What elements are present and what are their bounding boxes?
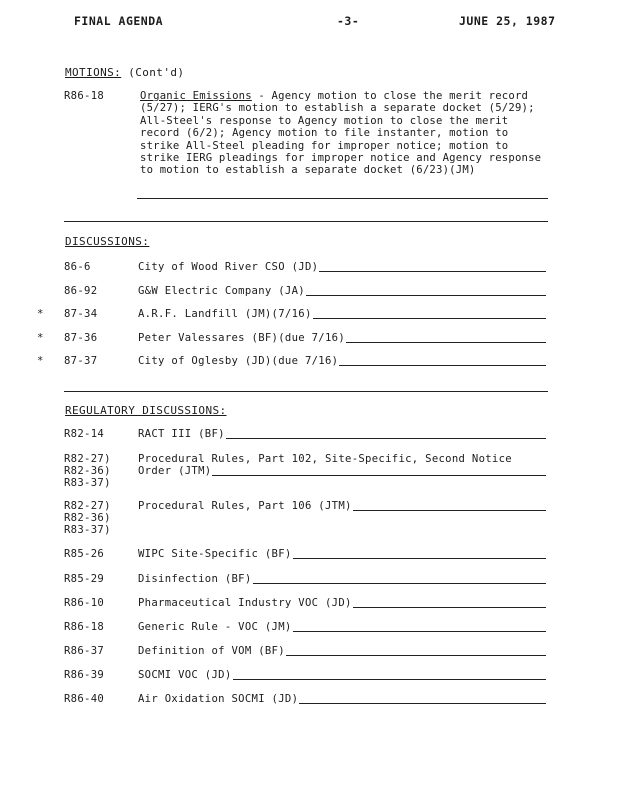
- entry-line: [313, 318, 546, 319]
- discussion-label: A.R.F. Landfill (JM)(7/16): [138, 308, 312, 320]
- regulatory-label-continued: Order (JTM): [138, 465, 212, 477]
- docket-number: R82-27) R82-36) R83-37): [64, 500, 111, 537]
- discussion-label: Peter Valessares (BF)(due 7/16): [138, 332, 346, 344]
- docket-number: 87-37: [64, 355, 98, 367]
- entry-line: [212, 475, 546, 476]
- motion-docket-number: R86-18: [64, 90, 105, 102]
- entry-line: [286, 655, 546, 656]
- docket-number: 86-6: [64, 261, 91, 273]
- docket-number: R82-14: [64, 428, 105, 440]
- regulatory-label: Generic Rule - VOC (JM): [138, 621, 292, 633]
- entry-line: [293, 558, 546, 559]
- discussions-heading-label: DISCUSSIONS:: [65, 235, 150, 248]
- discussions-heading: [65, 235, 149, 248]
- docket-number: R85-29: [64, 573, 105, 585]
- discussion-label: City of Wood River CSO (JD): [138, 261, 319, 273]
- entry-line: [346, 342, 546, 343]
- section-divider: [64, 391, 548, 392]
- docket-number: 86-92: [64, 285, 98, 297]
- regulatory-heading-label: REGULATORY DISCUSSIONS:: [65, 404, 227, 417]
- entry-line: [226, 438, 546, 439]
- entry-line: [353, 607, 546, 608]
- entry-line: [319, 271, 546, 272]
- docket-number: R82-27) R82-36) R83-37): [64, 453, 111, 490]
- entry-line: [306, 295, 546, 296]
- motion-title: Organic Emissions: [140, 90, 252, 102]
- motions-heading-label: MOTIONS:: [65, 66, 122, 79]
- docket-number: 87-34: [64, 308, 98, 320]
- docket-number: R85-26: [64, 548, 105, 560]
- entry-line: [353, 510, 546, 511]
- entry-line: [339, 365, 546, 366]
- motions-heading: [65, 66, 184, 79]
- docket-number: R86-18: [64, 621, 105, 633]
- discussion-label: G&W Electric Company (JA): [138, 285, 305, 297]
- discussion-label: City of Oglesby (JD)(due 7/16): [138, 355, 339, 367]
- regulatory-label: RACT III (BF): [138, 428, 225, 440]
- entry-line: [253, 583, 546, 584]
- priority-marker: *: [37, 308, 44, 320]
- entry-line: [293, 631, 546, 632]
- regulatory-label: Disinfection (BF): [138, 573, 252, 585]
- regulatory-label: SOCMI VOC (JD): [138, 669, 232, 681]
- priority-marker: *: [37, 355, 44, 367]
- header-title: FINAL AGENDA: [74, 14, 164, 28]
- priority-marker: *: [37, 332, 44, 344]
- docket-number: 87-36: [64, 332, 98, 344]
- docket-number: R86-37: [64, 645, 105, 657]
- entry-line: [233, 679, 547, 680]
- docket-number: R86-40: [64, 693, 105, 705]
- header-date: JUNE 25, 1987: [459, 14, 556, 28]
- regulatory-label: Procedural Rules, Part 106 (JTM): [138, 500, 352, 512]
- regulatory-label: Procedural Rules, Part 102, Site-Specific, Second Notice: [138, 453, 512, 465]
- section-divider: [64, 221, 548, 222]
- entry-line: [299, 703, 546, 704]
- motion-description: - Agency motion to close the merit record (5/27); IERG's motion to establish a separate docket (5/29); All-Steel's response to Agency motion to close the merit record (6/2); Agency motion to file instanter, motion to strike All-Steel pleading for improper notice; motion to strike IERG pleadings for improper notice and Agency response to motion to establish a separate docket (6/23)(JM): [140, 90, 542, 177]
- page-number: -3-: [337, 14, 360, 28]
- regulatory-label: WIPC Site-Specific (BF): [138, 548, 292, 560]
- motions-heading-suffix: (Cont'd): [128, 66, 185, 79]
- docket-number: R86-10: [64, 597, 105, 609]
- regulatory-label: Definition of VOM (BF): [138, 645, 285, 657]
- motion-text: [140, 90, 550, 177]
- regulatory-label: Air Oxidation SOCMI (JD): [138, 693, 299, 705]
- motion-signature-line: [137, 198, 548, 199]
- regulatory-label: Pharmaceutical Industry VOC (JD): [138, 597, 352, 609]
- docket-number: R86-39: [64, 669, 105, 681]
- regulatory-heading: [65, 404, 227, 417]
